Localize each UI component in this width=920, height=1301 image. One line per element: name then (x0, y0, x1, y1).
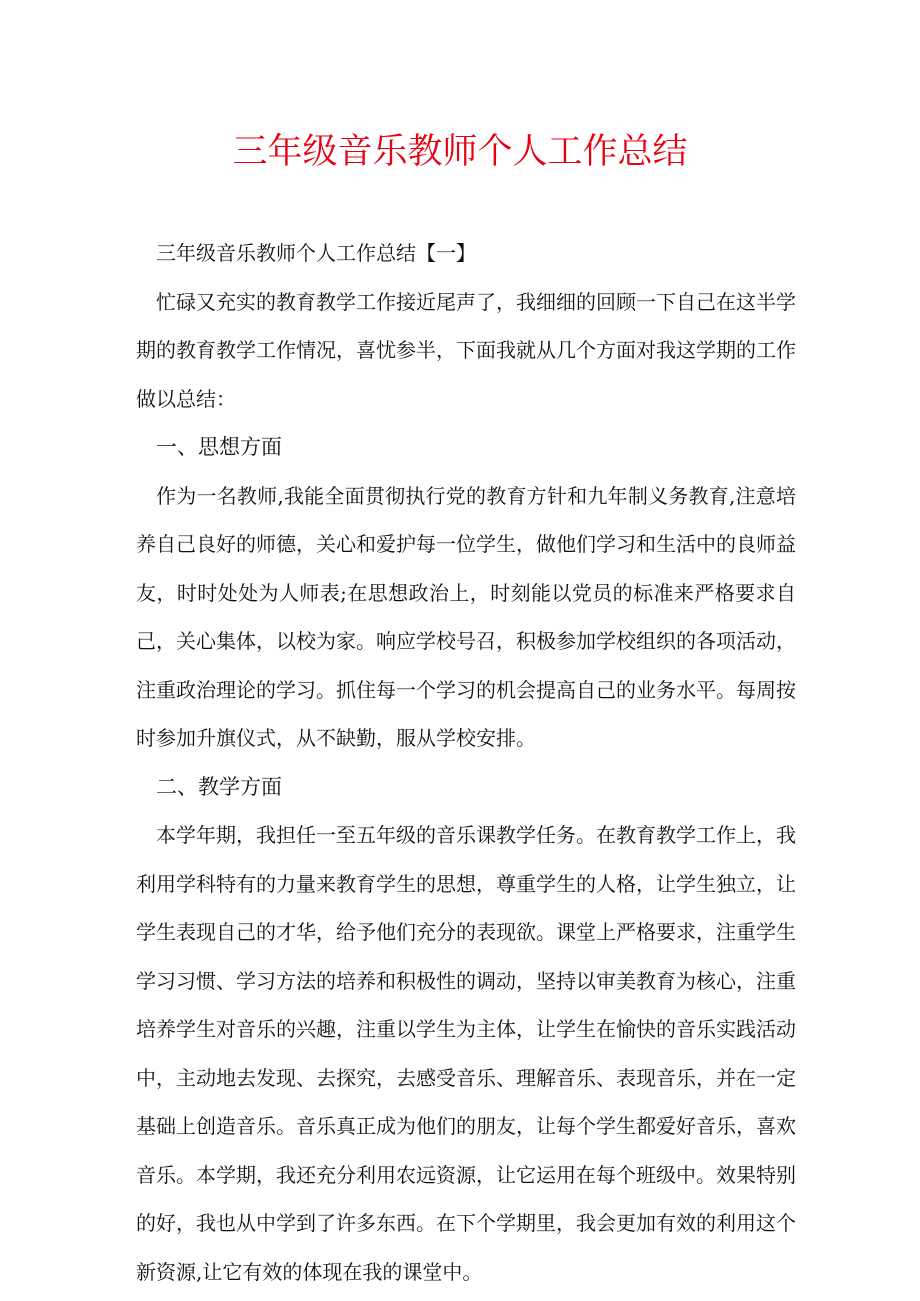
section-heading-thought: 一、思想方面 (156, 435, 282, 459)
document-subtitle: 三年级音乐教师个人工作总结【一】 (156, 241, 476, 265)
section-paragraph-thought: 作为一名教师,我能全面贯彻执行党的教育方针和九年制义务教育,注意培养自己良好的师德，关心和爱护每一位学生，做他们学习和生活中的良师益友，时时处处为人师表;在思想政治上，时刻能以党员的标准来严格要求自己，关心集体，以校为家。响应学校号召，积极参加学校组织的各项活动，注重政治理论的学习。抓住每一个学习的机会提高自己的业务水平。每周按时参加升旗仪式，从不缺勤，服从学校安排。 (136, 483, 796, 750)
section-heading-teaching: 二、教学方面 (156, 774, 282, 799)
document-body (136, 229, 796, 1296)
intro-paragraph: 忙碌又充实的教育教学工作接近尾声了，我细细的回顾一下自己在这半学期的教育教学工作情况，喜忧参半，下面我就从几个方面对我这学期的工作做以总结： (136, 289, 796, 411)
section-paragraph-teaching: 本学年期，我担任一至五年级的音乐课教学任务。在教育教学工作上，我利用学科特有的力量来教育学生的思想，尊重学生的人格，让学生独立，让学生表现自己的才华，给予他们充分的表现欲。课堂上严格要求，注重学生学习习惯、学习方法的培养和积极性的调动，坚持以审美教育为核心，注重培养学生对音乐的兴趣，注重以学生为主体，让学生在愉快的音乐实践活动中，主动地去发现、去探究，去感受音乐、理解音乐、表现音乐，并在一定基础上创造音乐。音乐真正成为他们的朋友，让每个学生都爱好音乐，喜欢音乐。本学期，我还充分利用农远资源，让它运用在每个班级中。效果特别的好，我也从中学到了许多东西。在下个学期里，我会更加有效的利用这个新资源,让它有效的体现在我的课堂中。 (136, 823, 796, 1284)
document-title: 三年级音乐教师个人工作总结 (232, 132, 688, 172)
